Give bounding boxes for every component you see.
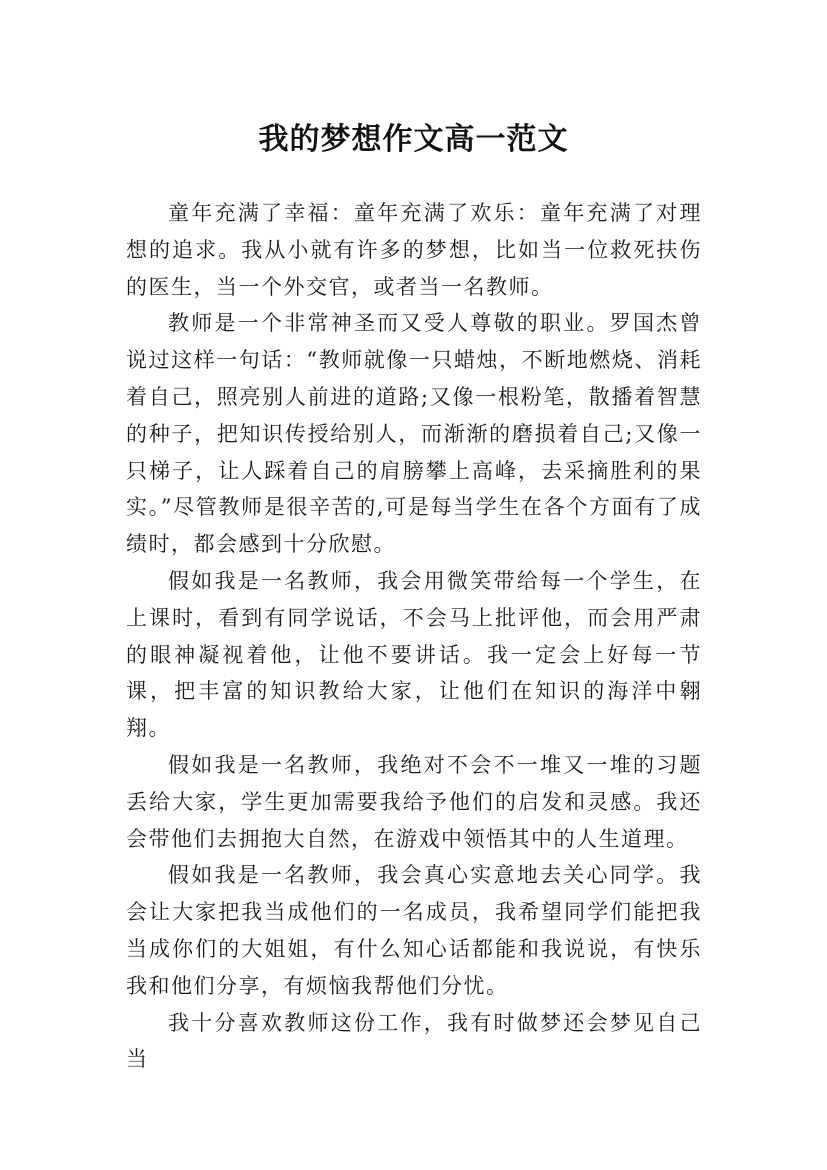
paragraph: 假如我是一名教师，我会用微笑带给每一个学生，在上课时，看到有同学说话，不会马上批评他，而会用严肃的眼神凝视着他，让他不要讲话。我一定会上好每一节课，把丰富的知识教给大家，让他们在知识的海洋中翱翔。 xyxy=(126,568,702,741)
paragraph: 我十分喜欢教师这份工作，我有时做梦还会梦见自己当 xyxy=(126,1010,702,1072)
document-body xyxy=(126,195,702,1078)
paragraph: 教师是一个非常神圣而又受人尊敬的职业。罗国杰曾说过这样一句话：“教师就像一只蜡烛，不断地燃烧、消耗着自己，照亮别人前进的道路;又像一根粉笔，散播着智慧的种子，把知识传授给别人，而渐渐的磨损着自己;又像一只梯子，让人踩着自己的肩膀攀上高峰，去采摘胜利的果实。”尽管教师是很辛苦的,可是每当学生在各个方面有了成绩时，都会感到十分欣慰。 xyxy=(126,311,702,557)
paragraph: 假如我是一名教师，我绝对不会不一堆又一堆的习题丢给大家，学生更加需要我给予他们的启发和灵感。我还会带他们去拥抱大自然，在游戏中领悟其中的人生道理。 xyxy=(126,752,702,851)
document-title: 我的梦想作文高一范文 xyxy=(258,122,569,158)
paragraph: 童年充满了幸福：童年充满了欢乐：童年充满了对理想的追求。我从小就有许多的梦想，比如当一位救死扶伤的医生，当一个外交官，或者当一名教师。 xyxy=(126,201,702,299)
paragraph: 假如我是一名教师，我会真心实意地去关心同学。我会让大家把我当成他们的一名成员，我希望同学们能把我当成你们的大姐姐，有什么知心话都能和我说说，有快乐我和他们分享，有烦恼我帮他们分忧。 xyxy=(126,863,702,998)
